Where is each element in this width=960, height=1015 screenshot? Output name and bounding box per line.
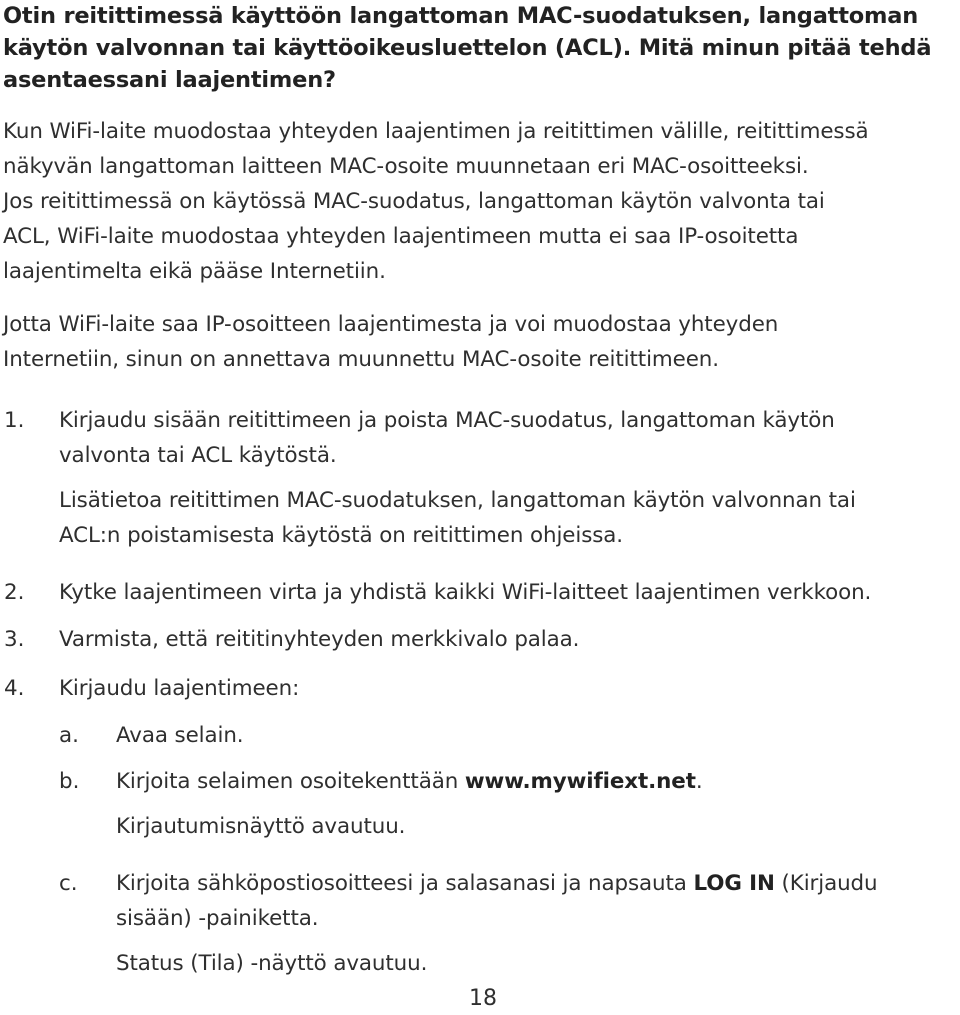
step-2-number: 2. xyxy=(4,580,25,605)
step-1-note: Lisätietoa reitittimen MAC-suodatuksen, langattoman käytön valvonnan tai ACL:n poistamisesta käytöstä on reitittimen ohjeissa. xyxy=(59,488,856,548)
substep-c-text-end: (Kirjaudu sisään) -painiketta. xyxy=(116,871,878,931)
substep-c-note: Status (Tila) -näyttö avautuu. xyxy=(116,951,428,976)
substep-c-line xyxy=(116,866,946,936)
substep-c-letter: c. xyxy=(59,871,78,896)
step-2-text: Kytke laajentimeen virta ja yhdistä kaikki WiFi-laitteet laajentimen verkkoon. xyxy=(59,580,872,605)
substep-a-letter: a. xyxy=(59,723,79,748)
substep-b-note: Kirjautumisnäyttö avautuu. xyxy=(116,814,406,839)
extender-url: www.mywifiext.net xyxy=(464,769,696,794)
page-number: 18 xyxy=(469,986,497,1011)
step-3-number: 3. xyxy=(4,627,25,652)
substep-a-text: Avaa selain. xyxy=(116,723,244,748)
step-3-text: Varmista, että reititinyhteyden merkkivalo palaa. xyxy=(59,627,580,652)
substep-b-letter: b. xyxy=(59,769,80,794)
log-in-label: LOG IN xyxy=(693,871,775,896)
step-4-text: Kirjaudu laajentimeen: xyxy=(59,676,300,701)
step-4-number: 4. xyxy=(4,676,25,701)
substep-c-text: Kirjoita sähköpostiosoitteesi ja salasanasi ja napsauta xyxy=(116,871,694,896)
substep-b-text-end: . xyxy=(695,769,703,794)
substep-b-line xyxy=(116,764,946,799)
intro-paragraph-2: Jotta WiFi-laite saa IP-osoitteen laajentimesta ja voi muodostaa yhteyden Internetiin, sinun on annettava muunnettu MAC-osoite reitittimeen. xyxy=(3,312,779,372)
step-1-text: Kirjaudu sisään reitittimeen ja poista MAC-suodatus, langattoman käytön valvonta tai ACL käytöstä. xyxy=(59,408,835,468)
step-1-number: 1. xyxy=(4,408,25,433)
page-heading: Otin reitittimessä käyttöön langattoman MAC-suodatuksen, langattoman käytön valvonnan tai käyttöoikeusluettelon (ACL). Mitä minun pitää tehdä asentaessani laajentimen? xyxy=(3,3,932,93)
substep-b-text: Kirjoita selaimen osoitekenttään xyxy=(116,769,465,794)
intro-paragraph-1: Kun WiFi-laite muodostaa yhteyden laajentimen ja reitittimen välille, reitittimessä näkyvän langattoman laitteen MAC-osoite muunnetaan eri MAC-osoitteeksi. Jos reitittimessä on käytössä MAC-suodatus, langattoman käytön valvonta tai ACL, WiFi-laite muodostaa yhteyden laajentimeen mutta ei saa IP-osoitetta laajentimelta eikä pääse Internetiin. xyxy=(3,119,869,284)
